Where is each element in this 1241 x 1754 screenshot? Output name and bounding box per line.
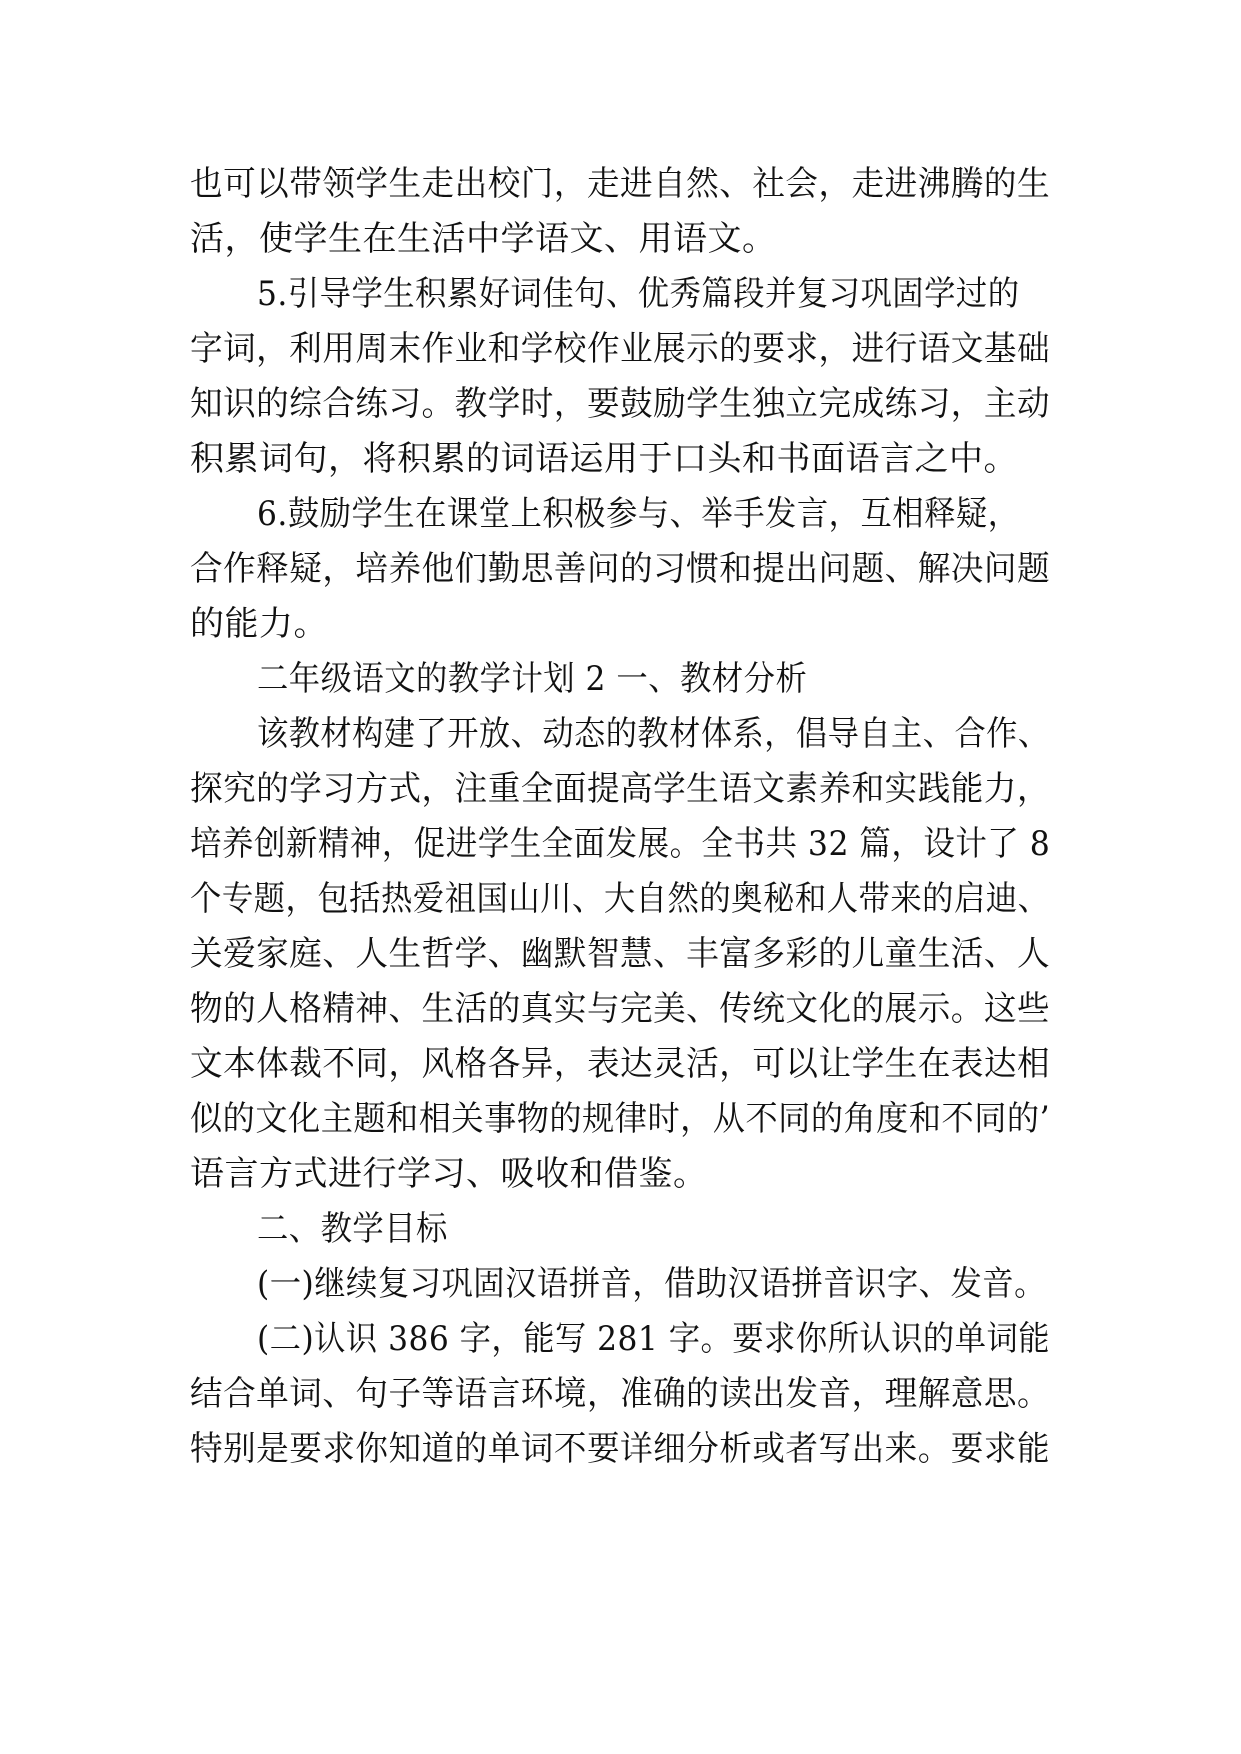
text-line: 积累词句，将积累的词语运用于口头和书面语言之中。	[190, 439, 1018, 479]
text-line: 培养创新精神，促进学生全面发展。全书共 32 篇，设计了 8	[190, 824, 1051, 864]
text-line: 5.引导学生积累好词佳句、优秀篇段并复习巩固学过的	[257, 274, 1020, 314]
text-line: 该教材构建了开放、动态的教材体系，倡导自主、合作、	[257, 714, 1050, 754]
text-line: 特别是要求你知道的单词不要详细分析或者写出来。要求能	[190, 1429, 1051, 1469]
text-line: 知识的综合练习。教学时，要鼓励学生独立完成练习，主动	[190, 384, 1051, 424]
text-line: 合作释疑，培养他们勤思善问的习惯和提出问题、解决问题	[190, 549, 1051, 589]
text-line: 也可以带领学生走出校门，走进自然、社会，走进沸腾的生	[190, 164, 1051, 204]
section-heading: 二、教学目标	[257, 1209, 448, 1249]
text-line: 探究的学习方式，注重全面提高学生语文素养和实践能力，	[190, 769, 1051, 809]
text-line: 语言方式进行学习、吸收和借鉴。	[190, 1154, 708, 1194]
text-line: 活，使学生在生活中学语文、用语文。	[190, 219, 777, 259]
text-line: 似的文化主题和相关事物的规律时，从不同的角度和不同的’	[190, 1099, 1051, 1139]
text-line: (一)继续复习巩固汉语拼音，借助汉语拼音识字、发音。	[257, 1264, 1046, 1304]
text-line: 6.鼓励学生在课堂上积极参与、举手发言，互相释疑，	[257, 494, 1020, 534]
text-line: 文本体裁不同，风格各异，表达灵活，可以让学生在表达相	[190, 1044, 1051, 1084]
text-line: 物的人格精神、生活的真实与完美、传统文化的展示。这些	[190, 989, 1051, 1029]
text-line: 个专题，包括热爱祖国山川、大自然的奥秘和人带来的启迪、	[190, 879, 1050, 919]
text-line: 结合单词、句子等语言环境，准确的读出发音，理解意思。	[190, 1374, 1051, 1414]
text-line: 的能力。	[190, 604, 328, 644]
section-heading: 二年级语文的教学计划 2 一、教材分析	[257, 659, 808, 699]
text-line: 关爱家庭、人生哲学、幽默智慧、丰富多彩的儿童生活、人	[190, 934, 1051, 974]
text-line: 字词，利用周末作业和学校作业展示的要求，进行语文基础	[190, 329, 1051, 369]
text-line: (二)认识 386 字，能写 281 字。要求你所认识的单词能	[257, 1319, 1051, 1359]
